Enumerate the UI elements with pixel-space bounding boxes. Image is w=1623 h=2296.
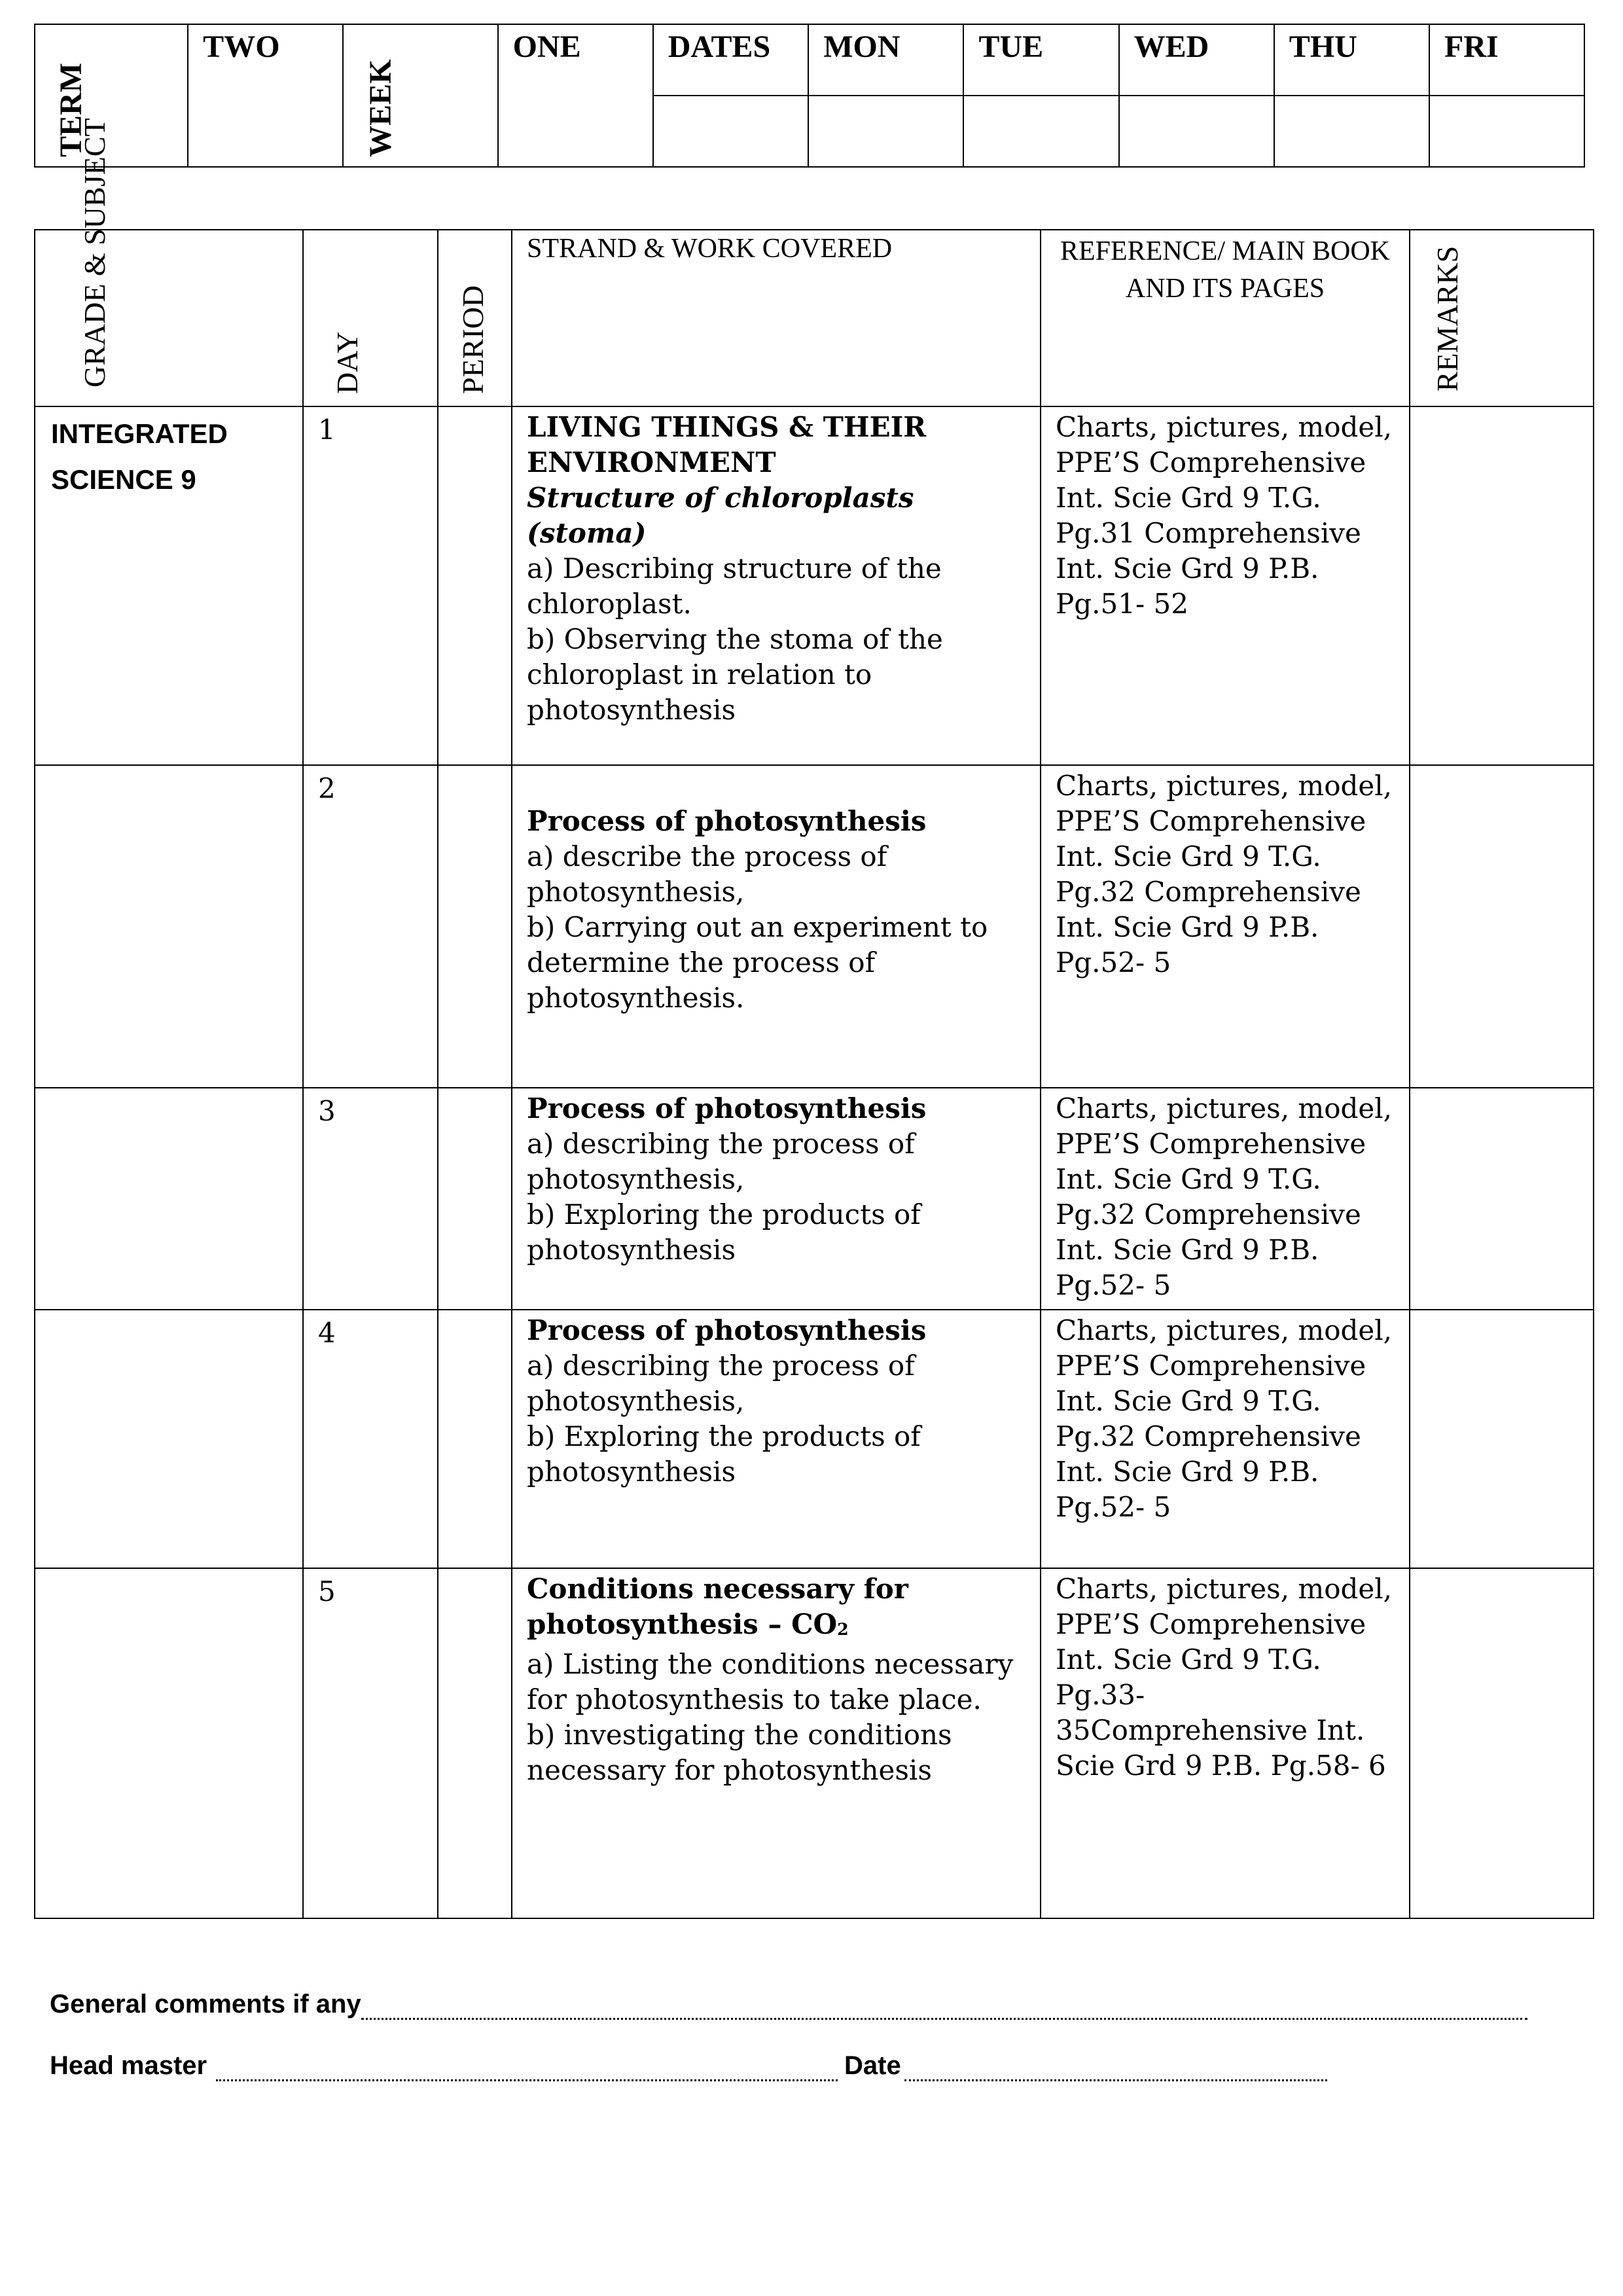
reference-cell: Charts, pictures, model, PPE’S Comprehensive Int. Scie Grd 9 T.G. Pg.31 Comprehensive Int. Scie Grd 9 P.B. Pg.51- 52 bbox=[1041, 406, 1410, 765]
topic-title: Process of photosynthesis bbox=[527, 1092, 927, 1124]
objective-b: b) Observing the stoma of the chloroplast in relation to photosynthesis bbox=[527, 623, 943, 726]
objective-b: b) Exploring the products of photosynthesis bbox=[527, 1420, 921, 1488]
date-label: Date bbox=[844, 2051, 901, 2080]
reference-cell: Charts, pictures, model, PPE’S Comprehensive Int. Scie Grd 9 T.G. Pg.32 Comprehensive Int. Scie Grd 9 P.B. Pg.52- 5 bbox=[1041, 1310, 1410, 1568]
remarks-header bbox=[1410, 230, 1594, 406]
mon-date-cell[interactable] bbox=[808, 96, 963, 167]
period-cell[interactable] bbox=[438, 765, 512, 1088]
reference-cell: Charts, pictures, model, PPE’S Comprehensive Int. Scie Grd 9 T.G. Pg.32 Comprehensive Int. Scie Grd 9 P.B. Pg.52- 5 bbox=[1041, 765, 1410, 1088]
period-cell[interactable] bbox=[438, 406, 512, 765]
dates-value-cell[interactable] bbox=[653, 96, 809, 167]
strand-title: LIVING THINGS & THEIR ENVIRONMENT bbox=[527, 411, 927, 478]
objective-b: b) Exploring the products of photosynthesis bbox=[527, 1198, 921, 1266]
reference-header: REFERENCE/ MAIN BOOK AND ITS PAGES bbox=[1041, 230, 1410, 406]
week-value: ONE bbox=[498, 24, 653, 167]
work-covered-cell bbox=[512, 1568, 1041, 1918]
remarks-cell[interactable] bbox=[1410, 1568, 1594, 1918]
subject-cell-empty bbox=[35, 1310, 303, 1568]
day-number: 5 bbox=[303, 1568, 438, 1918]
objective-b: b) Carrying out an experiment to determine the process of photosynthesis. bbox=[527, 911, 988, 1014]
objective-a: a) describing the process of photosynthesis, bbox=[527, 1128, 915, 1195]
period-cell[interactable] bbox=[438, 1568, 512, 1918]
general-comments-line[interactable] bbox=[361, 2018, 1527, 2020]
reference-cell: Charts, pictures, model, PPE’S Comprehensive Int. Scie Grd 9 T.G. Pg.33- 35Comprehensive Int. Scie Grd 9 P.B. Pg.58- 6 bbox=[1041, 1568, 1410, 1918]
day-number: 3 bbox=[303, 1088, 438, 1310]
period-cell[interactable] bbox=[438, 1310, 512, 1568]
day-number: 1 bbox=[303, 406, 438, 765]
term-week-table bbox=[34, 24, 1585, 168]
head-master-signature-line[interactable] bbox=[216, 2079, 838, 2081]
term-label: TERM bbox=[54, 63, 88, 157]
day-header-mon: MON bbox=[808, 24, 963, 96]
subject-cell: INTEGRATED SCIENCE 9 bbox=[35, 406, 303, 765]
objective-b: b) investigating the conditions necessary for photosynthesis bbox=[527, 1719, 952, 1786]
work-covered-cell bbox=[512, 765, 1041, 1088]
lesson-plan-table bbox=[34, 118, 1594, 1919]
day-number: 4 bbox=[303, 1310, 438, 1568]
remarks-cell[interactable] bbox=[1410, 406, 1594, 765]
remarks-cell[interactable] bbox=[1410, 765, 1594, 1088]
period-cell[interactable] bbox=[438, 1088, 512, 1310]
topic-title bbox=[527, 1571, 1031, 1647]
objective-a: a) Listing the conditions necessary for photosynthesis to take place. bbox=[527, 1648, 1014, 1715]
table-row bbox=[35, 1310, 1594, 1568]
day-number: 2 bbox=[303, 765, 438, 1088]
objective-a: a) describe the process of photosynthesis, bbox=[527, 840, 887, 908]
strand-header: STRAND & WORK COVERED bbox=[512, 230, 1041, 406]
table-row bbox=[35, 1088, 1594, 1310]
grade-subject-label: GRADE & SUBJECT bbox=[78, 118, 111, 387]
week-label: WEEK bbox=[363, 59, 399, 157]
remarks-label: REMARKS bbox=[1431, 245, 1464, 392]
work-covered-cell bbox=[512, 406, 1041, 765]
table-row bbox=[35, 1568, 1594, 1918]
thu-date-cell[interactable] bbox=[1274, 96, 1429, 167]
day-header bbox=[303, 230, 438, 406]
subject-cell-empty bbox=[35, 1088, 303, 1310]
topic-title: Structure of chloroplasts (stoma) bbox=[527, 482, 914, 549]
table-row bbox=[35, 765, 1594, 1088]
period-header bbox=[438, 230, 512, 406]
term-value: TWO bbox=[188, 24, 343, 167]
day-header-fri: FRI bbox=[1429, 24, 1584, 96]
tue-date-cell[interactable] bbox=[963, 96, 1118, 167]
remarks-cell[interactable] bbox=[1410, 1310, 1594, 1568]
subject-cell-empty bbox=[35, 765, 303, 1088]
remarks-cell[interactable] bbox=[1410, 1088, 1594, 1310]
topic-text: Conditions necessary for photosynthesis – CO bbox=[527, 1573, 908, 1640]
table-row bbox=[35, 406, 1594, 765]
subject-cell-empty bbox=[35, 1568, 303, 1918]
general-comments-label: General comments if any bbox=[50, 1990, 361, 2018]
day-header-thu: THU bbox=[1274, 24, 1429, 96]
week-label-cell bbox=[343, 24, 497, 167]
objective-a: a) describing the process of photosynthesis, bbox=[527, 1350, 915, 1417]
topic-title: Process of photosynthesis bbox=[527, 1314, 927, 1346]
day-label: DAY bbox=[330, 331, 364, 394]
work-covered-cell bbox=[512, 1310, 1041, 1568]
grade-subject-header bbox=[35, 118, 303, 406]
head-master-label: Head master bbox=[50, 2051, 207, 2080]
topic-title: Process of photosynthesis bbox=[527, 805, 927, 837]
period-label: PERIOD bbox=[456, 285, 490, 394]
day-header-wed: WED bbox=[1119, 24, 1274, 96]
reference-cell: Charts, pictures, model, PPE’S Comprehensive Int. Scie Grd 9 T.G. Pg.32 Comprehensive Int. Scie Grd 9 P.B. Pg.52- 5 bbox=[1041, 1088, 1410, 1310]
day-header-tue: TUE bbox=[963, 24, 1118, 96]
topic-subscript: 2 bbox=[837, 1619, 849, 1639]
fri-date-cell[interactable] bbox=[1429, 96, 1584, 167]
dates-label: DATES bbox=[653, 24, 809, 96]
wed-date-cell[interactable] bbox=[1119, 96, 1274, 167]
work-covered-cell bbox=[512, 1088, 1041, 1310]
term-label-cell bbox=[35, 24, 188, 167]
objective-a: a) Describing structure of the chloroplast. bbox=[527, 552, 942, 620]
date-line[interactable] bbox=[904, 2079, 1327, 2081]
